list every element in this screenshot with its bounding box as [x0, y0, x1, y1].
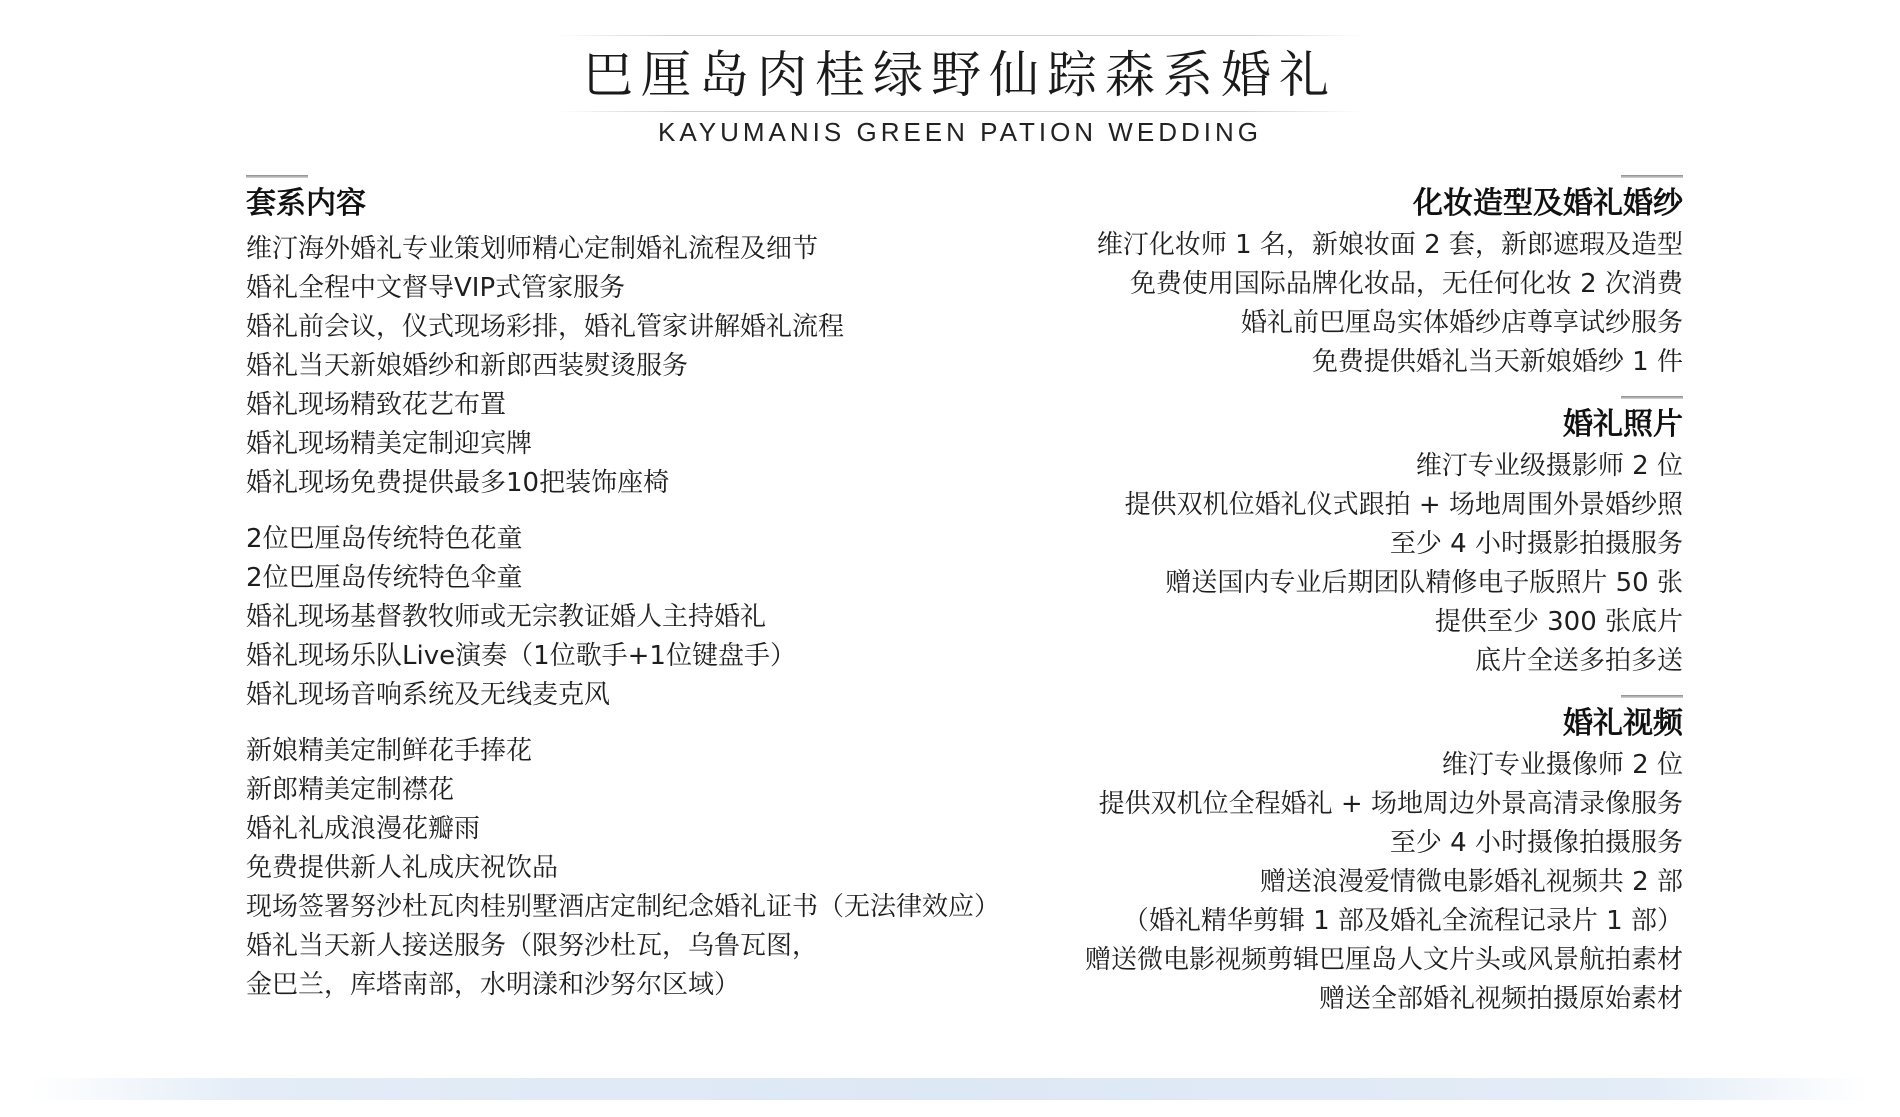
list-item: 免费使用国际品牌化妆品，无任何化妆 2 次消费 [1129, 269, 1683, 299]
list-item: 现场签署努沙杜瓦肉桂别墅酒店定制纪念婚礼证书（无法律效应） [246, 892, 1001, 922]
list-item: 赠送微电影视频剪辑巴厘岛人文片头或风景航拍素材 [1084, 945, 1683, 975]
list-item: 婚礼全程中文督导VIP式管家服务 [246, 273, 626, 303]
list-item: 至少 4 小时摄影拍摄服务 [1389, 529, 1683, 559]
list-item: 婚礼当天新娘婚纱和新郎西装熨烫服务 [246, 351, 689, 381]
list-item: 赠送全部婚礼视频拍摄原始素材 [1318, 984, 1683, 1014]
list-item: 婚礼现场免费提供最多10把装饰座椅 [246, 468, 670, 498]
services-column [963, 175, 1683, 1019]
list-item: 婚礼现场基督教牧师或无宗教证婚人主持婚礼 [246, 602, 767, 632]
section-photos [963, 396, 1683, 681]
list-item: 提供双机位婚礼仪式跟拍 + 场地周围外景婚纱照 [1124, 490, 1683, 520]
list-item: 提供至少 300 张底片 [1434, 607, 1683, 637]
list-item: 赠送浪漫爱情微电影婚礼视频共 2 部 [1259, 867, 1683, 897]
section-title-makeup: 化妆造型及婚礼婚纱 [1413, 186, 1683, 221]
list-item: 维汀专业级摄影师 2 位 [1415, 451, 1683, 481]
section-title-photos: 婚礼照片 [1563, 407, 1683, 442]
page-title: 巴厘岛肉桂绿野仙踪森系婚礼 [583, 46, 1337, 104]
section-rule [1621, 175, 1683, 178]
package-group-3 [246, 732, 1066, 1005]
section-title-video: 婚礼视频 [1563, 706, 1683, 741]
list-item: 婚礼现场精美定制迎宾牌 [246, 429, 533, 459]
section-makeup [963, 175, 1683, 382]
list-item: 婚礼现场精致花艺布置 [246, 390, 507, 420]
section-rule [1621, 396, 1683, 399]
list-item: 新娘精美定制鲜花手捧花 [246, 736, 533, 766]
list-item: 底片全送多拍多送 [1474, 646, 1683, 676]
section-video [963, 695, 1683, 1019]
title-block [556, 35, 1364, 147]
list-item: 提供双机位全程婚礼 + 场地周边外景高清录像服务 [1098, 789, 1683, 819]
list-item: 免费提供新人礼成庆祝饮品 [246, 853, 559, 883]
list-item: 2位巴厘岛传统特色花童 [246, 524, 523, 554]
package-group-1 [246, 230, 1066, 503]
section-title-package: 套系内容 [246, 186, 366, 221]
package-contents-column [246, 175, 1066, 1005]
section-rule [1621, 695, 1683, 698]
list-item: 至少 4 小时摄像拍摄服务 [1389, 828, 1683, 858]
list-item: 金巴兰，库塔南部，水明漾和沙努尔区域） [246, 970, 741, 1000]
list-item: 免费提供婚礼当天新娘婚纱 1 件 [1311, 347, 1683, 377]
list-item: 婚礼前会议，仪式现场彩排，婚礼管家讲解婚礼流程 [246, 312, 845, 342]
list-item: 婚礼前巴厘岛实体婚纱店尊享试纱服务 [1240, 308, 1683, 338]
page-subtitle: KAYUMANIS GREEN PATION WEDDING [658, 117, 1262, 147]
title-bottom-rule [556, 111, 1364, 112]
title-top-rule [556, 35, 1364, 36]
package-group-2 [246, 520, 1066, 715]
list-item: 婚礼当天新人接送服务（限努沙杜瓦，乌鲁瓦图， [246, 931, 819, 961]
list-item: 维汀化妆师 1 名，新娘妆面 2 套，新郎遮瑕及造型 [1096, 230, 1683, 260]
list-item: 婚礼现场乐队Live演奏（1位歌手+1位键盘手） [246, 641, 796, 671]
list-item: 维汀专业摄像师 2 位 [1441, 750, 1683, 780]
list-item: 新郎精美定制襟花 [246, 775, 455, 805]
list-item: （婚礼精华剪辑 1 部及婚礼全流程记录片 1 部） [1122, 906, 1683, 936]
list-item: 婚礼礼成浪漫花瓣雨 [246, 814, 481, 844]
section-rule [246, 175, 308, 178]
footer-decorative-band [30, 1078, 1870, 1100]
list-item: 婚礼现场音响系统及无线麦克风 [246, 680, 611, 710]
list-item: 2位巴厘岛传统特色伞童 [246, 563, 523, 593]
list-item: 维汀海外婚礼专业策划师精心定制婚礼流程及细节 [246, 234, 819, 264]
list-item: 赠送国内专业后期团队精修电子版照片 50 张 [1165, 568, 1683, 598]
